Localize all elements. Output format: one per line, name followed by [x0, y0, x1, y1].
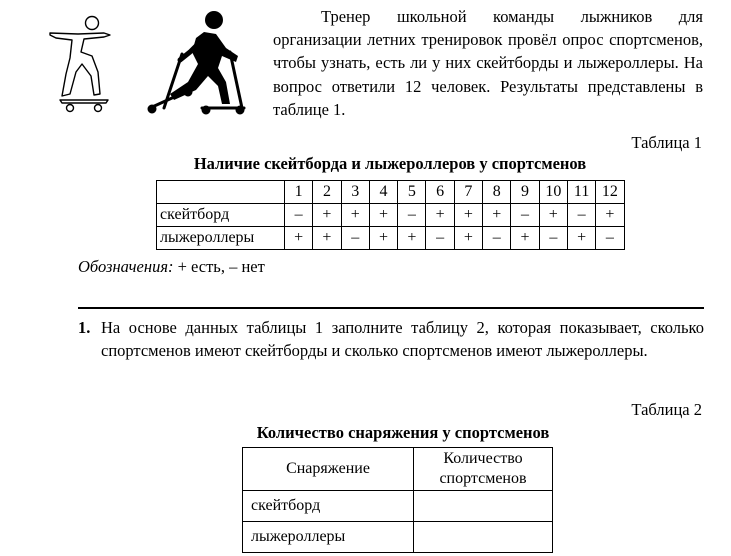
- table1-col-header: 5: [398, 181, 426, 204]
- table1: [156, 180, 625, 250]
- table1-corner-cell: [157, 181, 285, 204]
- table1-cell: +: [596, 204, 624, 227]
- table1-cell: –: [567, 204, 595, 227]
- table1-row-skateboard: [157, 204, 625, 227]
- table2-row: [243, 522, 553, 553]
- skateboarder-icon: [48, 14, 114, 114]
- legend: [78, 257, 265, 277]
- table2-title: Количество снаряжения у спортсменов: [256, 423, 550, 442]
- table1-cell: –: [426, 227, 454, 250]
- table1-row-label: скейтборд: [157, 204, 285, 227]
- table2-header-equipment: Снаряжение: [243, 448, 414, 491]
- table1-cell: +: [454, 204, 482, 227]
- table2-row-label: скейтборд: [243, 491, 414, 522]
- table1-cell: +: [398, 227, 426, 250]
- table1-col-header: 8: [483, 181, 511, 204]
- table1-cell: +: [341, 204, 369, 227]
- table1-col-header: 1: [285, 181, 313, 204]
- table1-caption: Таблица 1: [631, 133, 702, 152]
- table1-cell: –: [596, 227, 624, 250]
- table1-cell: –: [341, 227, 369, 250]
- table1-row-rollerskis: [157, 227, 625, 250]
- table1-cell: +: [285, 227, 313, 250]
- table1-cell: +: [369, 227, 397, 250]
- table1-title: Наличие скейтборда и лыжероллеров у спортсменов: [193, 154, 587, 173]
- table1-col-header: 6: [426, 181, 454, 204]
- table1-row-label: лыжероллеры: [157, 227, 285, 250]
- table1-col-header: 10: [539, 181, 567, 204]
- table1-cell: +: [313, 204, 341, 227]
- question-number: 1.: [78, 318, 91, 337]
- table1-cell: +: [567, 227, 595, 250]
- table1-cell: +: [454, 227, 482, 250]
- table2: [242, 447, 553, 553]
- roller-skier-icon: [146, 8, 246, 116]
- table1-cell: –: [398, 204, 426, 227]
- question-text: На основе данных таблицы 1 заполните таблицу 2, которая показывает, сколько спортсменов имеют скейтборды и сколько спортсменов имеют лыжероллеры.: [101, 318, 704, 361]
- intro-paragraph: Тренер школьной команды лыжников для организации летних тренировок провёл опрос спортсменов, чтобы узнать, есть ли у них скейтборды и лыжероллеры. На вопрос ответили 12 человек. Результаты представлены в таблице 1.: [273, 7, 703, 119]
- table1-col-header: 2: [313, 181, 341, 204]
- table1-cell: +: [313, 227, 341, 250]
- table1-col-header: 7: [454, 181, 482, 204]
- question-1: [78, 316, 704, 362]
- legend-text: + есть, – нет: [173, 257, 265, 276]
- table1-col-header: 11: [567, 181, 595, 204]
- section-divider: [78, 307, 704, 309]
- table2-row: [243, 491, 553, 522]
- table1-cell: +: [483, 204, 511, 227]
- table1-cell: –: [511, 204, 539, 227]
- table1-cell: –: [539, 227, 567, 250]
- table1-col-header: 9: [511, 181, 539, 204]
- table2-answer-cell[interactable]: [414, 522, 553, 553]
- table1-header-row: [157, 181, 625, 204]
- table2-answer-cell[interactable]: [414, 491, 553, 522]
- table2-header-count: Количество спортсменов: [414, 448, 553, 491]
- legend-prefix: Обозначения:: [78, 257, 174, 276]
- table1-col-header: 12: [596, 181, 624, 204]
- table2-caption: Таблица 2: [631, 400, 702, 419]
- table1-col-header: 3: [341, 181, 369, 204]
- table1-cell: –: [285, 204, 313, 227]
- table1-cell: +: [539, 204, 567, 227]
- table1-cell: –: [483, 227, 511, 250]
- table2-header-row: [243, 448, 553, 491]
- table1-cell: +: [426, 204, 454, 227]
- table1-col-header: 4: [369, 181, 397, 204]
- table2-row-label: лыжероллеры: [243, 522, 414, 553]
- table1-cell: +: [511, 227, 539, 250]
- table1-cell: +: [369, 204, 397, 227]
